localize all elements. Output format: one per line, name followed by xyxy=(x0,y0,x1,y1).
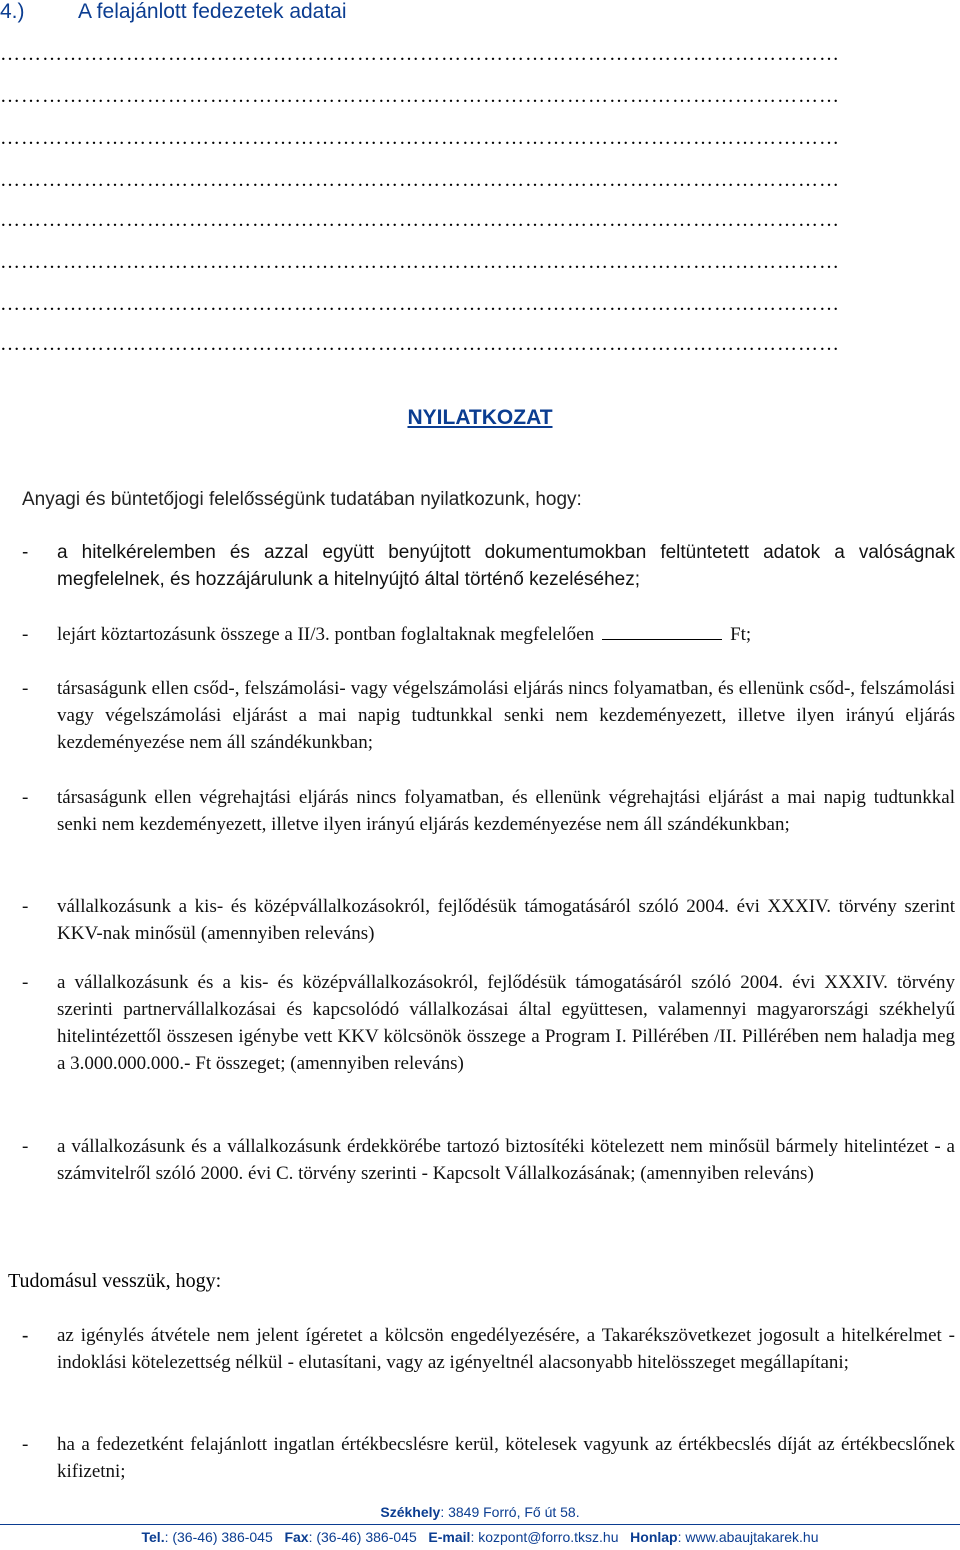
footer-email-label: E-mail xyxy=(428,1529,471,1545)
dotted-line: ………………………………………………………………………………………………………… xyxy=(0,127,840,149)
list-dash: - xyxy=(22,1325,29,1346)
declaration-item-text: lejárt köztartozásunk összege a II/3. pontban foglaltaknak megfelelően xyxy=(57,624,595,645)
footer-web-link[interactable]: : www.abaujtakarek.hu xyxy=(677,1529,819,1545)
dotted-line: ………………………………………………………………………………………………………… xyxy=(0,209,840,231)
declaration-item xyxy=(22,1133,955,1187)
declaration-item-text: vállalkozásunk a kis- és középvállalkozásokról, fejlődésük támogatásáról szóló 2004. évi XXXIV. törvény szerint KKV-nak minősül (amennyiben releváns) xyxy=(57,896,955,944)
section-number: 4.) xyxy=(0,0,25,23)
acknowledgement-item xyxy=(22,1431,955,1485)
declaration-intro: Anyagi és büntetőjogi felelősségünk tudatában nyilatkozunk, hogy: xyxy=(22,489,582,510)
dotted-line: ………………………………………………………………………………………………………… xyxy=(0,333,840,355)
acknowledgement-item-text: ha a fedezetként felajánlott ingatlan értékbecslésre kerül, kötelesek vagyunk az értékbecslés díját az értékbecslőnek kifizetni; xyxy=(57,1434,955,1482)
footer-web-label: Honlap xyxy=(630,1529,678,1545)
declaration-title: NYILATKOZAT xyxy=(407,406,553,429)
list-dash: - xyxy=(22,542,29,563)
dotted-line: ………………………………………………………………………………………………………… xyxy=(0,85,840,107)
footer-email-link[interactable]: : kozpont@forro.tksz.hu xyxy=(470,1529,619,1545)
footer-tel-value: : (36-46) 386-045 xyxy=(164,1529,273,1545)
declaration-item xyxy=(22,539,955,593)
dotted-line: ………………………………………………………………………………………………………… xyxy=(0,251,840,273)
declaration-item xyxy=(22,675,955,756)
dotted-line: ………………………………………………………………………………………………………… xyxy=(0,293,840,315)
list-dash: - xyxy=(22,678,29,699)
declaration-item-text: a vállalkozásunk és a vállalkozásunk érdekkörébe tartozó biztosítéki kötelezett nem minősül bármely hitelintézet - a számvitelről szóló 2000. évi C. törvény szerinti - Kapcsolt Vállalkozásának; (amennyiben releváns) xyxy=(57,1136,955,1184)
list-dash: - xyxy=(22,624,29,645)
acknowledgement-item-text: az igénylés átvétele nem jelent ígéretet a kölcsön engedélyezésére, a Takarékszövetkezet jogosult a hitelkérelmet - indoklási kötelezettség nélkül - elutasítani, vagy az igényeltnél alacsonyabb hitelösszeget megállapítani; xyxy=(57,1325,955,1373)
footer-seat-label: Székhely xyxy=(380,1504,441,1520)
acknowledgement-item xyxy=(22,1322,955,1376)
footer-divider xyxy=(0,1524,960,1525)
declaration-item-text-group xyxy=(57,621,955,648)
declaration-item-text: a hitelkérelemben és azzal együtt benyújtott dokumentumokban feltüntetett adatok a valóságnak megfelelnek, és hozzájárulunk a hitelnyújtó által történő kezeléséhez; xyxy=(57,542,955,590)
declaration-item-text: társaságunk ellen csőd-, felszámolási- vagy végelszámolási eljárás nincs folyamatban, és ellenünk csőd-, felszámolási vagy végelszámolási eljárást a mai napig tudtunkkal senki nem kezdeményezett, illetve ilyen irányú eljárás kezdeményezése nem áll szándékunkban; xyxy=(57,678,955,753)
list-dash: - xyxy=(22,896,29,917)
footer-seat-value: : 3849 Forró, Fő út 58. xyxy=(440,1504,580,1520)
footer-contact xyxy=(0,1528,960,1546)
list-dash: - xyxy=(22,972,29,993)
acknowledgement-intro: Tudomásul vesszük, hogy: xyxy=(8,1270,222,1292)
declaration-item-text: társaságunk ellen végrehajtási eljárás nincs folyamatban, és ellenünk végrehajtási eljárást a mai napig tudtunkkal senki nem kezdeményezett, illetve ilyen irányú eljárás kezdeményezése nem áll szándékunkban; xyxy=(57,787,955,835)
currency-label: Ft; xyxy=(730,624,752,645)
declaration-item xyxy=(22,621,955,648)
amount-blank-field[interactable] xyxy=(602,621,722,640)
dotted-line: ………………………………………………………………………………………………………… xyxy=(0,43,840,65)
section-heading xyxy=(0,0,347,24)
footer-fax-value: : (36-46) 386-045 xyxy=(308,1529,417,1545)
dotted-line: ………………………………………………………………………………………………………… xyxy=(0,169,840,191)
list-dash: - xyxy=(22,1136,29,1157)
declaration-item xyxy=(22,784,955,838)
footer-address xyxy=(0,1503,960,1521)
section-title: A felajánlott fedezetek adatai xyxy=(78,0,347,23)
list-dash: - xyxy=(22,787,29,808)
footer-tel-label: Tel. xyxy=(141,1529,165,1545)
declaration-item xyxy=(22,969,955,1077)
footer-fax-label: Fax xyxy=(284,1529,309,1545)
declaration-item-text: a vállalkozásunk és a kis- és középvállalkozásokról, fejlődésük támogatásáról szóló 2004. évi XXXIV. törvény szerinti partnervállalkozásai és kapcsolódó vállalkozásai által együttesen, valamennyi magyarországi székhelyű hitelintézettől összesen igénybe vett KKV kölcsönök összege a Program I. Pillérében /II. Pillérében nem haladja meg a 3.000.000.000.- Ft összeget; (amennyiben releváns) xyxy=(57,972,955,1074)
list-dash: - xyxy=(22,1434,29,1455)
declaration-item xyxy=(22,893,955,947)
